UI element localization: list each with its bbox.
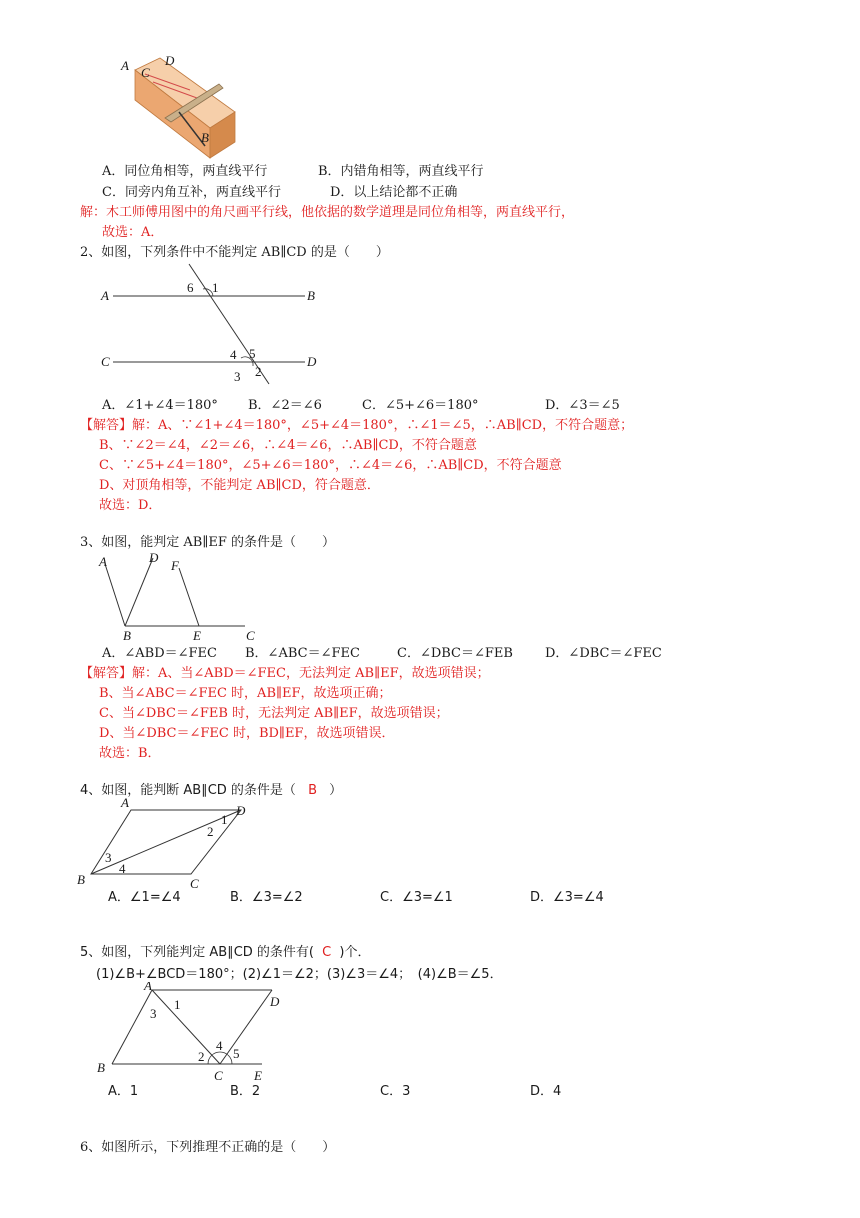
q3-label-B: B <box>123 628 131 642</box>
q4-angle-4: 4 <box>119 861 126 876</box>
q2-solution-line-3: C、∵∠5+∠4＝180°，∠5+∠6＝180°，∴∠4＝∠6，∴AB∥CD，不符合题意 <box>99 458 562 473</box>
q2-parallel-lines-figure <box>95 262 330 387</box>
q4-angle-1: 1 <box>221 812 228 827</box>
q2-angle-1: 1 <box>212 280 219 295</box>
q2-angle-3: 3 <box>234 369 241 384</box>
q5-label-D: D <box>270 994 280 1009</box>
q5-angle-5: 5 <box>233 1046 240 1061</box>
q4-option-c: C．∠3=∠1 <box>380 890 453 905</box>
line-ef <box>179 568 199 626</box>
q2-option-c: C．∠5+∠6＝180° <box>362 398 479 413</box>
line-ac <box>152 990 220 1064</box>
q4-angle-2: 2 <box>207 824 214 839</box>
q1-option-a: A．同位角相等，两直线平行 <box>102 164 268 179</box>
q3-option-c: C．∠DBC＝∠FEB <box>397 646 513 661</box>
q5-label-E: E <box>254 1068 262 1082</box>
diagonal-bd <box>91 810 241 874</box>
q5-label-C: C <box>214 1068 223 1082</box>
q4-question-post: ） <box>329 783 343 798</box>
q3-option-d: D．∠DBC＝∠FEC <box>545 646 662 661</box>
line-bd <box>125 558 153 626</box>
q5-question <box>80 944 370 962</box>
q5-label-A: A <box>144 982 152 993</box>
q3-label-F: F <box>171 558 179 573</box>
q2-option-d: D．∠3＝∠5 <box>545 398 620 413</box>
q1-option-b: B．内错角相等，两直线平行 <box>318 164 484 179</box>
q2-option-a: A．∠1+∠4＝180° <box>102 398 218 413</box>
q3-solution-line-2: B、当∠ABC＝∠FEC 时，AB∥EF，故选项正确； <box>99 686 392 701</box>
q2-angle-6: 6 <box>187 280 194 295</box>
q4-label-A: A <box>121 796 129 810</box>
q2-angle-4: 4 <box>230 347 237 362</box>
q5-option-c: C．3 <box>380 1084 411 1099</box>
q1-option-c: C．同旁内角互补，两直线平行 <box>102 185 281 200</box>
q3-solution-line-1: 【解答】解：A、当∠ABD＝∠FEC，无法判定 AB∥EF，故选项错误； <box>80 666 490 681</box>
q4-label-D: D <box>236 803 246 818</box>
q3-solution-line-3: C、当∠DBC＝∠FEB 时，无法判定 AB∥EF，故选项错误； <box>99 706 449 721</box>
q3-option-a: A．∠ABD＝∠FEC <box>102 646 217 661</box>
q3-label-C: C <box>246 628 255 642</box>
q1-option-d: D．以上结论都不正确 <box>330 185 458 200</box>
q3-solution-line-4: D、当∠DBC＝∠FEC 时，BD∥EF，故选项错误． <box>99 726 395 741</box>
q1-solution-line-1: 解：木工师傅用图中的角尺画平行线，他依据的数学道理是同位角相等，两直线平行， <box>80 205 575 220</box>
q4-label-C: C <box>190 876 199 888</box>
q3-option-b: B．∠ABC＝∠FEC <box>245 646 360 661</box>
q3-label-A: A <box>99 554 107 569</box>
q1-solution-line-2: 故选：A． <box>102 225 164 240</box>
q2-angle-5: 5 <box>249 346 256 361</box>
q1-label-c: C <box>141 65 150 80</box>
q5-label-B: B <box>97 1060 105 1075</box>
q2-option-b: B．∠2＝∠6 <box>248 398 322 413</box>
q2-solution-line-4: D、对顶角相等，不能判定 AB∥CD，符合题意． <box>99 478 380 493</box>
q1-label-d: D <box>165 53 175 68</box>
q2-solution-line-2: B、∵∠2＝∠4，∠2＝∠6，∴∠4＝∠6，∴AB∥CD，不符合题意 <box>99 438 477 453</box>
q1-label-a: A <box>121 58 129 73</box>
q2-label-A: A <box>101 288 109 303</box>
line-ab <box>112 990 152 1064</box>
q4-angle-3: 3 <box>105 850 112 865</box>
q4-option-a: A．∠1=∠4 <box>108 890 181 905</box>
q5-figure <box>92 982 292 1082</box>
q5-conditions: (1)∠B+∠BCD＝180°；(2)∠1＝∠2；(3)∠3＝∠4； (4)∠B＝∠5． <box>96 967 503 982</box>
q2-label-B: B <box>307 288 315 303</box>
q3-question: 3、如图，能判定 AB∥EF 的条件是（ ） <box>80 535 335 550</box>
q4-option-d: D．∠3=∠4 <box>530 890 604 905</box>
q5-question-post: )个． <box>339 945 371 960</box>
line-ab <box>105 564 125 626</box>
q5-option-a: A．1 <box>108 1084 139 1099</box>
q5-angle-2: 2 <box>198 1049 205 1064</box>
q5-question-pre: 5、如图，下列能判定 AB∥CD 的条件有( <box>80 945 315 960</box>
q2-solution-line-5: 故选：D． <box>99 498 162 513</box>
line-cd <box>220 990 272 1064</box>
q3-label-D: D <box>149 550 159 565</box>
q4-option-b: B．∠3=∠2 <box>230 890 303 905</box>
q2-solution-line-1: 【解答】解：A、∵∠1+∠4＝180°，∠5+∠4＝180°，∴∠1＝∠5，∴AB∥CD，不符合题意； <box>80 418 634 433</box>
q2-label-C: C <box>101 354 110 369</box>
q5-angle-3: 3 <box>150 1006 157 1021</box>
q2-angle-2: 2 <box>255 364 262 379</box>
q5-answer: C <box>322 945 332 960</box>
q4-parallelogram-figure <box>75 796 265 888</box>
q4-question-pre: 4、如图，能判断 AB∥CD 的条件是（ <box>80 783 296 798</box>
q6-question: 6、如图所示，下列推理不正确的是（ ） <box>80 1140 336 1155</box>
q5-option-b: B．2 <box>230 1084 261 1099</box>
q3-figure <box>95 550 270 642</box>
q1-block-figure <box>115 50 250 160</box>
q3-label-E: E <box>193 628 201 642</box>
q4-label-B: B <box>77 872 85 887</box>
q1-label-b: B <box>201 130 209 145</box>
q4-answer: B <box>308 783 317 798</box>
q5-angle-1: 1 <box>174 997 181 1012</box>
q3-solution-line-5: 故选：B． <box>99 746 161 761</box>
q5-option-d: D．4 <box>530 1084 562 1099</box>
q2-label-D: D <box>307 354 317 369</box>
q5-angle-4: 4 <box>216 1038 223 1053</box>
q2-question: 2、如图，下列条件中不能判定 AB∥CD 的是（ ） <box>80 245 389 260</box>
